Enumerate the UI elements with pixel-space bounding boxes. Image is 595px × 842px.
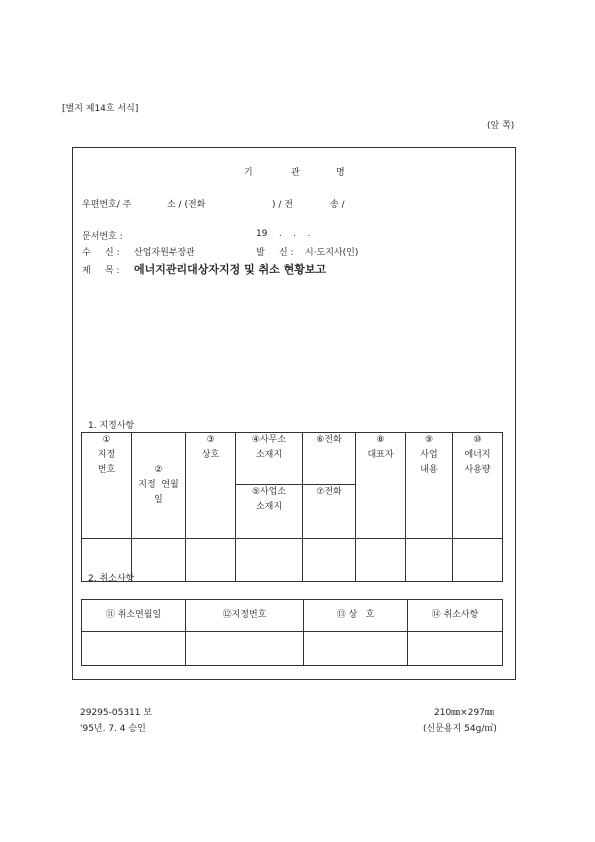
- subject-value: 에너지관리대상자지정 및 취소 현황보고: [134, 263, 327, 276]
- address-end-label: 소 / (전화: [167, 200, 206, 210]
- header-designation-number-2: ⑫지정번호: [186, 600, 304, 632]
- sender-label: 발 신 :: [256, 248, 294, 258]
- header-trade-name: ③ 상호: [186, 433, 236, 539]
- subject-label: 제 목 :: [82, 266, 120, 276]
- form-code: 29295-05311 보: [80, 708, 153, 718]
- header-representative: ⑧ 대표자: [356, 433, 406, 539]
- entry-cell[interactable]: [453, 539, 503, 582]
- header-designation-number: ① 지정 번호: [82, 433, 132, 539]
- header-office-location: ④사무소 소재지: [236, 433, 303, 485]
- entry-cell[interactable]: [132, 539, 186, 582]
- header-site-location: ⑤사업소 소재지: [236, 484, 303, 538]
- entry-cell[interactable]: [82, 632, 186, 666]
- paper-size: 210㎜×297㎜: [434, 708, 494, 718]
- section1-title: 1. 지정사항: [88, 421, 135, 431]
- approval-date: '95년. 7. 4 승인: [80, 724, 146, 734]
- section2-title: 2. 취소사항: [88, 574, 135, 584]
- agency-char-1: 기: [244, 168, 253, 178]
- header-office-phone: ⑥전화: [303, 433, 356, 485]
- document-date: 19 . . .: [256, 229, 311, 239]
- agency-char-2: 관: [291, 168, 300, 178]
- sender-value: 시·도지사(인): [305, 248, 359, 258]
- entry-cell[interactable]: [303, 539, 356, 582]
- document-number-label: 문서번호 :: [82, 232, 123, 242]
- phone-end-label: ) / 전: [272, 200, 293, 210]
- header-cancellation-date: ⑪ 취소연월일: [82, 600, 186, 632]
- postal-address-label: 우편번호/ 주: [82, 200, 132, 210]
- entry-cell[interactable]: [304, 632, 408, 666]
- entry-cell[interactable]: [186, 539, 236, 582]
- fax-label: 송 /: [330, 200, 345, 210]
- agency-char-3: 명: [336, 168, 345, 178]
- table-row: [82, 632, 503, 666]
- header-site-phone: ⑦전화: [303, 484, 356, 538]
- header-cancellation-details: ⑭ 취소사항: [408, 600, 503, 632]
- header-trade-name-2: ⑬ 상 호: [304, 600, 408, 632]
- entry-cell[interactable]: [186, 632, 304, 666]
- form-tag: [별지 제14호 서식]: [62, 104, 139, 114]
- recipient-label: 수 신 :: [82, 248, 120, 258]
- cancellation-table: [81, 599, 503, 666]
- paper-spec: (신문용지 54g/㎡): [423, 724, 497, 734]
- header-designation-date: ② 지정 연월 일: [132, 433, 186, 539]
- header-business-content: ⑨ 사업 내용: [406, 433, 453, 539]
- designation-table: [81, 432, 503, 582]
- recipient-value: 산업자원부장관: [134, 248, 195, 258]
- front-side-label: (앞 쪽): [487, 121, 515, 131]
- entry-cell[interactable]: [406, 539, 453, 582]
- entry-cell[interactable]: [356, 539, 406, 582]
- entry-cell[interactable]: [236, 539, 303, 582]
- header-energy-usage: ⑩ 에너지 사용량: [453, 433, 503, 539]
- table-row: [82, 539, 503, 582]
- entry-cell[interactable]: [408, 632, 503, 666]
